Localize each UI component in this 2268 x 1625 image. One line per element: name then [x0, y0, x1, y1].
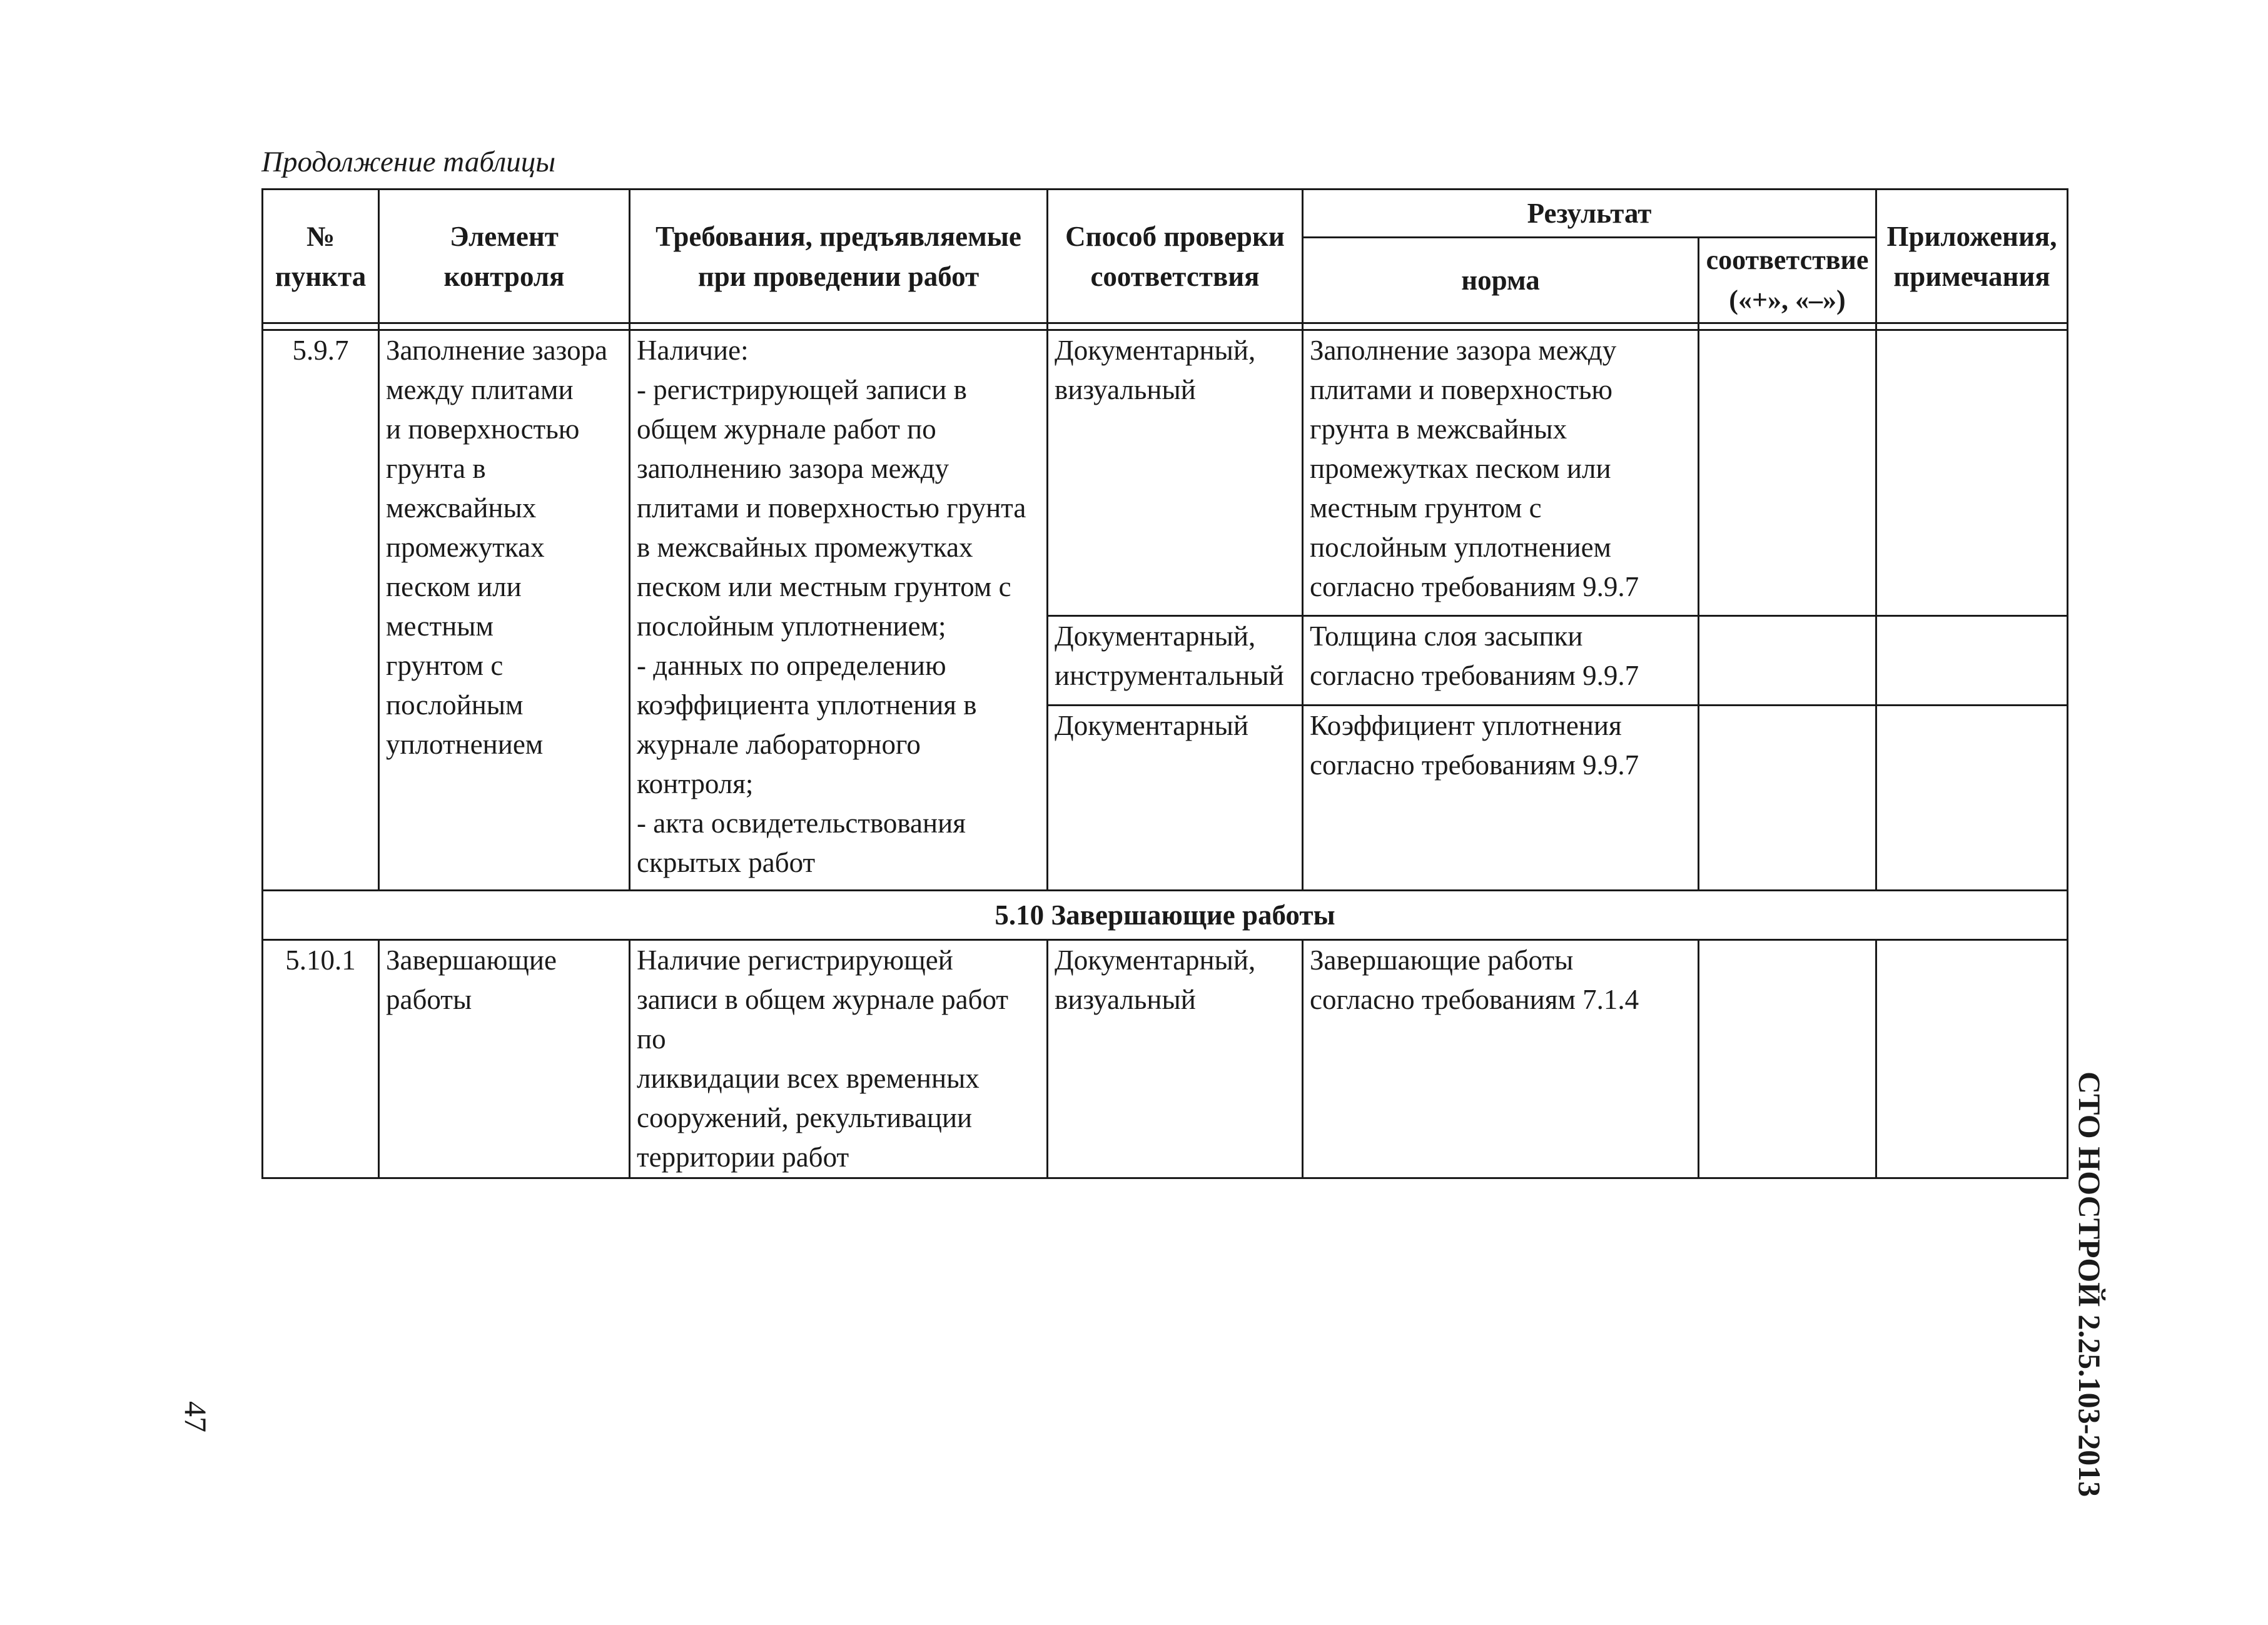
header-notes: Приложения, примечания [1876, 190, 2068, 323]
header-result: Результат [1303, 190, 1876, 238]
section-title: 5.10 Завершающие работы [263, 891, 2068, 940]
row-norm: Коэффициент уплотнения согласно требованиям 9.9.7 [1303, 706, 1699, 891]
row-norm: Завершающие работы согласно требованиям 7.1.4 [1303, 940, 1699, 1178]
row-num: 5.9.7 [263, 330, 379, 891]
row-notes [1876, 616, 2068, 706]
row-norm: Заполнение зазора между плитами и поверхностью грунта в межсвайных промежутках песком или местным грунтом с послойным уплотнением согласно требованиям 9.9.7 [1303, 330, 1699, 616]
row-conformity [1699, 706, 1876, 891]
header-element: Элемент контроля [379, 190, 630, 323]
table-caption: Продолжение таблицы [261, 146, 556, 178]
document-code: СТО НОСТРОЙ 2.25.103-2013 [2072, 1071, 2107, 1497]
row-norm: Толщина слоя засыпки согласно требованиям 9.9.7 [1303, 616, 1699, 706]
header-row-top [263, 190, 2068, 238]
header-separator [263, 323, 2068, 330]
row-method: Документарный, визуальный [1048, 330, 1303, 616]
row-element: Завершающие работы [379, 940, 630, 1178]
table-row [263, 330, 2068, 616]
row-method: Документарный, инструментальный [1048, 616, 1303, 706]
row-method: Документарный, визуальный [1048, 940, 1303, 1178]
row-conformity [1699, 940, 1876, 1178]
table-row [263, 940, 2068, 1178]
header-conformity: соответствие («+», «–») [1699, 238, 1876, 323]
row-notes [1876, 706, 2068, 891]
page-number: 47 [178, 1401, 213, 1432]
row-element: Заполнение зазора между плитами и поверхностью грунта в межсвайных промежутках песком или местным грунтом с послойным уплотнением [379, 330, 630, 891]
row-method: Документарный [1048, 706, 1303, 891]
header-requirements: Требования, предъявляемые при проведении работ [630, 190, 1048, 323]
header-method: Способ проверки соответствия [1048, 190, 1303, 323]
section-row [263, 891, 2068, 940]
header-num: № пункта [263, 190, 379, 323]
row-requirements: Наличие регистрирующей записи в общем журнале работ по ликвидации всех временных сооружений, рекультивации территории работ [630, 940, 1048, 1178]
row-notes [1876, 940, 2068, 1178]
row-num: 5.10.1 [263, 940, 379, 1178]
row-conformity [1699, 330, 1876, 616]
row-requirements: Наличие: - регистрирующей записи в общем журнале работ по заполнению зазора между плитами и поверхностью грунта в межсвайных промежутках песком или местным грунтом с послойным уплотнением; - данных по определению коэффициента уплотнения в журнале лабораторного контроля; - акта освидетельствования скрытых работ [630, 330, 1048, 891]
header-norm: норма [1303, 238, 1699, 323]
inspection-table [261, 188, 2068, 1179]
row-conformity [1699, 616, 1876, 706]
row-notes [1876, 330, 2068, 616]
